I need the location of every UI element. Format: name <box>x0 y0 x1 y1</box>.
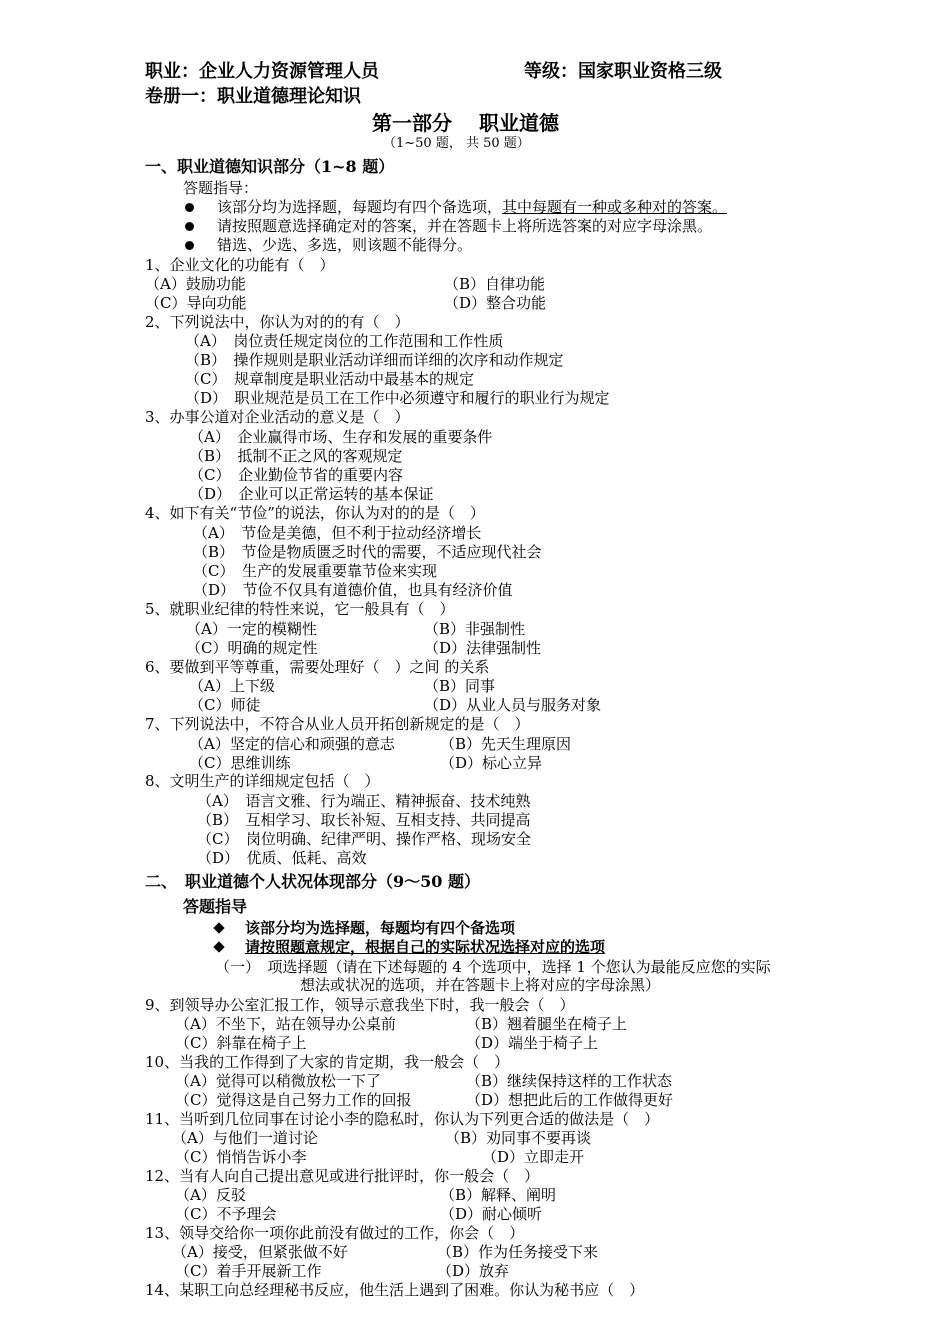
question-10-option-b: （B）继续保持这样的工作状态 <box>466 1072 673 1090</box>
question-2-stem: 2、下列说法中，你认为对的的有（ ） <box>145 313 410 331</box>
question-7-option-c: （C）思维训练 <box>189 754 291 772</box>
question-5-option-a: （A）一定的模糊性 <box>186 620 317 638</box>
question-7-option-a: （A）坚定的信心和顽强的意志 <box>189 735 395 753</box>
bullet-icon <box>185 241 194 250</box>
section2-title: 二、 职业道德个人状况体现部分（9～50 题） <box>145 872 480 891</box>
question-7-option-d: （D）标心立异 <box>440 754 543 772</box>
part-subtitle: （1~50 题， 共 50 题） <box>383 136 530 151</box>
question-13-option-c: （C）着手开展新工作 <box>175 1262 322 1280</box>
question-12-option-d: （D）耐心倾听 <box>440 1205 543 1223</box>
question-11-option-d: （D）立即走开 <box>482 1148 585 1166</box>
question-9-option-d: （D）端坐于椅子上 <box>466 1034 599 1052</box>
single-choice-instruction-2: 想法或状况的选项，并在答题卡上将对应的字母涂黑） <box>300 976 661 994</box>
question-12-option-c: （C）不予理会 <box>175 1205 277 1223</box>
question-1-option-c: （C）导向功能 <box>145 294 247 312</box>
question-5-option-b: （B）非强制性 <box>424 620 526 638</box>
question-8-stem: 8、文明生产的详细规定包括（ ） <box>145 772 380 790</box>
question-13-option-d: （D）放弃 <box>437 1262 510 1280</box>
question-3-stem: 3、办事公道对企业活动的意义是（ ） <box>145 408 410 426</box>
question-12-stem: 12、当有人向自己提出意见或进行批评时，你一般会（ ） <box>145 1167 540 1185</box>
section1-rule-1: 该部分均为选择题，每题均有四个备选项，其中每题有一种或多种对的答案。 <box>217 198 728 216</box>
level-label: 等级：国家职业资格三级 <box>524 61 722 82</box>
question-6-option-c: （C）师徒 <box>189 696 261 714</box>
question-11-option-a: （A）与他们一道讨论 <box>172 1129 318 1147</box>
question-10-option-d: （D）想把此后的工作做得更好 <box>466 1091 674 1109</box>
question-4-option-b: （B） 节俭是物质匮乏时代的需要，不适应现代社会 <box>193 543 542 561</box>
section1-rule-2: 请按照题意选择确定对的答案，并在答题卡上将所选答案的对应字母涂黑。 <box>217 217 713 235</box>
section1-title: 一、职业道德知识部分（1~8 题） <box>145 157 395 176</box>
part-title: 第一部分 职业道德 <box>372 111 559 135</box>
question-6-stem: 6、要做到平等尊重，需要处理好（ ）之间 的关系 <box>145 658 490 676</box>
question-7-option-b: （B）先天生理原因 <box>440 735 572 753</box>
question-6-option-a: （A）上下级 <box>189 677 275 695</box>
question-13-option-a: （A）接受，但紧张做不好 <box>172 1243 348 1261</box>
question-1-option-a: （A）鼓励功能 <box>145 275 246 293</box>
question-11-stem: 11、当听到几位同事在讨论小李的隐私时，你认为下列更合适的做法是（ ） <box>145 1110 660 1128</box>
question-4-option-a: （A） 节俭是美德，但不利于拉动经济增长 <box>193 524 482 542</box>
question-12-option-b: （B）解释、阐明 <box>440 1186 557 1204</box>
question-9-option-b: （B）翘着腿坐在椅子上 <box>466 1015 628 1033</box>
section1-rule-3: 错选、少选、多选，则该题不能得分。 <box>217 236 473 254</box>
single-choice-instruction-1: （一） 项选择题（请在下述每题的 4 个选项中，选择 1 个您认为最能反应您的实际 <box>215 958 771 976</box>
section2-rule-1: 该部分均为选择题，每题均有四个备选项 <box>245 919 516 937</box>
question-4-stem: 4、如下有关“节俭”的说法，你认为对的的是（ ） <box>145 504 485 522</box>
section2-guide-label: 答题指导 <box>183 897 248 916</box>
question-9-option-c: （C）斜靠在椅子上 <box>175 1034 307 1052</box>
diamond-bullet-icon <box>213 922 224 933</box>
question-9-stem: 9、到领导办公室汇报工作，领导示意我坐下时，我一般会（ ） <box>145 996 575 1014</box>
question-8-option-b: （B） 互相学习、取长补短、互相支持、共同提高 <box>197 811 531 829</box>
question-4-option-d: （D） 节俭不仅具有道德价值，也具有经济价值 <box>193 581 513 599</box>
bullet-icon <box>185 222 194 231</box>
volume-label: 卷册一：职业道德理论知识 <box>145 86 361 107</box>
question-10-option-a: （A）觉得可以稍微放松一下了 <box>175 1072 381 1090</box>
occupation-label: 职业：企业人力资源管理人员 <box>145 61 379 82</box>
question-1-stem: 1、企业文化的功能有（ ） <box>145 256 335 274</box>
question-14-stem: 14、某职工向总经理秘书反应，他生活上遇到了困难。你认为秘书应（ ） <box>145 1281 645 1299</box>
question-3-option-d: （D） 企业可以正常运转的基本保证 <box>189 485 434 503</box>
question-6-option-b: （B）同事 <box>424 677 496 695</box>
question-6-option-d: （D）从业人员与服务对象 <box>424 696 602 714</box>
question-2-option-b: （B） 操作规则是职业活动详细而详细的次序和动作规定 <box>185 351 564 369</box>
question-11-option-c: （C）悄悄告诉小李 <box>175 1148 307 1166</box>
section1-guide-label: 答题指导： <box>183 179 259 197</box>
question-5-option-d: （D）法律强制性 <box>424 639 542 657</box>
question-13-option-b: （B）作为任务接受下来 <box>437 1243 599 1261</box>
question-2-option-a: （A） 岗位责任规定岗位的工作范围和工作性质 <box>185 332 504 350</box>
question-10-stem: 10、当我的工作得到了大家的肯定期，我一般会（ ） <box>145 1053 510 1071</box>
question-3-option-a: （A） 企业赢得市场、生存和发展的重要条件 <box>189 428 493 446</box>
question-12-option-a: （A）反驳 <box>175 1186 246 1204</box>
question-5-option-c: （C）明确的规定性 <box>186 639 318 657</box>
question-8-option-a: （A） 语言文雅、行为端正、精神振奋、技术纯熟 <box>197 792 531 810</box>
question-8-option-d: （D） 优质、低耗、高效 <box>197 849 367 867</box>
question-3-option-b: （B） 抵制不正之风的客观规定 <box>189 447 403 465</box>
question-11-option-b: （B）劝同事不要再谈 <box>445 1129 592 1147</box>
question-13-stem: 13、领导交给你一项你此前没有做过的工作，你会（ ） <box>145 1224 525 1242</box>
question-2-option-d: （D） 职业规范是员工在工作中必须遵守和履行的职业行为规定 <box>185 389 610 407</box>
question-4-option-c: （C） 生产的发展重要靠节俭来实现 <box>193 562 437 580</box>
question-2-option-c: （C） 规章制度是职业活动中最基本的规定 <box>185 370 474 388</box>
section2-rule-2: 请按照题意规定，根据自己的实际状况选择对应的选项 <box>245 938 606 956</box>
diamond-bullet-icon <box>213 941 224 952</box>
question-5-stem: 5、就职业纪律的特性来说，它一般具有（ ） <box>145 600 455 618</box>
bullet-icon <box>185 203 194 212</box>
question-3-option-c: （C） 企业勤俭节省的重要内容 <box>189 466 403 484</box>
question-1-option-b: （B）自律功能 <box>444 275 546 293</box>
section1-rule-1-underline: 其中每题有一种或多种对的答案。 <box>502 198 728 216</box>
question-10-option-c: （C）觉得这是自己努力工作的回报 <box>175 1091 412 1109</box>
question-1-option-d: （D）整合功能 <box>444 294 547 312</box>
question-8-option-c: （C） 岗位明确、纪律严明、操作严格、现场安全 <box>197 830 531 848</box>
question-7-stem: 7、下列说法中，不符合从业人员开拓创新规定的是（ ） <box>145 715 530 733</box>
question-9-option-a: （A）不坐下，站在领导办公桌前 <box>175 1015 396 1033</box>
